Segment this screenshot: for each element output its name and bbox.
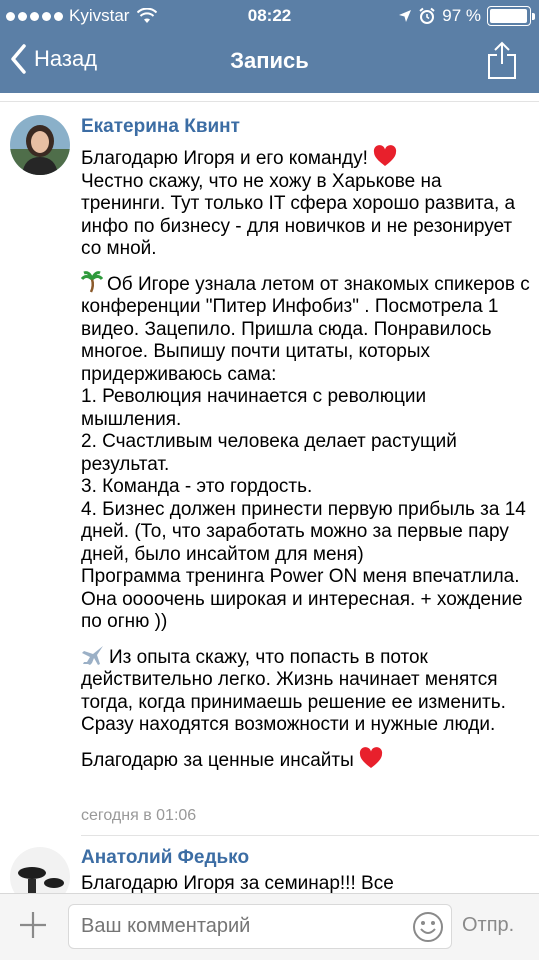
comment-body [81,145,531,782]
airplane-icon [81,644,105,666]
comment-item [0,835,539,893]
comments-feed[interactable] [0,93,539,893]
comment-paragraph: Благодарю Игоря и его команду! [81,148,368,169]
send-button[interactable]: Отпр. [462,914,515,936]
comment-author[interactable]: Екатерина Квинт [81,116,240,137]
comment-paragraph: Благодарю Игоря за семинар!!! Все [81,873,394,893]
navigation-bar [0,32,539,93]
status-time: 08:22 [247,6,292,25]
comment-paragraph: Программа тренинга Power ON меня впечатлила. Она оооочень широкая и интересная. + хождение по огню )) [81,566,523,632]
avatar[interactable] [10,115,70,175]
page-title: Запись [230,48,309,73]
smiley-icon[interactable] [412,911,444,943]
heart-icon [373,145,397,167]
add-attachment-icon[interactable] [18,910,48,940]
comment-paragraph: 4. Бизнес должен принести первую прибыль за 14 дней. (То, что заработать можно за первые пару дней, было инсайтом для меня) [81,498,526,565]
comment-composer [0,893,539,960]
comment-paragraph: 3. Команда - это гордость. [81,476,313,497]
palm-tree-icon [81,271,103,293]
comment-paragraph: Об Игоре узнала летом от знакомых спикеров с конференции "Питер Инфобиз" . Посмотрела 1 видео. Зацепило. Пришла сюда. Понравилось многое. Выпишу почти цитаты, которых придерживаюсь сама: [81,273,530,385]
location-icon [398,9,412,23]
battery-icon [487,6,531,26]
battery-percent: 97 % [442,6,481,25]
comment-paragraph: Из опыта скажу, что попасть в поток действительно легко. Жизнь начинает менятся тогда, когда принимаешь решение ее изменить. Сразу находятся возможности и нужные люди. [81,646,506,735]
comment-body [81,873,531,893]
comment-item [0,93,539,833]
comment-paragraph: 2. Счастливым человека делает растущий результат. [81,431,457,475]
comment-input[interactable] [68,904,452,949]
top-bar [0,0,539,93]
comment-paragraph: Благодарю за ценные инсайты [81,749,354,771]
share-icon[interactable] [487,40,517,80]
carrier-name: Kyivstar [69,6,130,25]
alarm-icon [418,7,436,25]
comment-paragraph: 1. Революция начинается с революции мышления. [81,386,427,430]
comment-paragraph: Честно скажу, что не хожу в Харькове на тренинги. Тут только IT сфера хорошо развита, а инфо по бизнесу - для новичков и не резонирует со мной. [81,170,516,259]
avatar[interactable] [10,847,70,893]
back-label: Назад [34,46,98,71]
comment-timestamp: сегодня в 01:06 [81,807,197,824]
comment-author[interactable]: Анатолий Федько [81,847,250,868]
heart-icon [359,747,383,769]
status-bar [0,0,539,32]
